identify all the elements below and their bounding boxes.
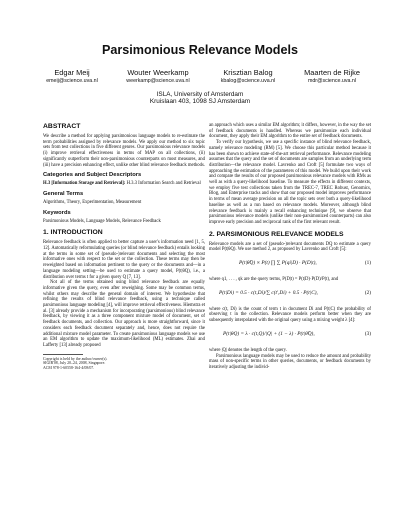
categories-bold: H.3 [Information Storage and Retrieval]: [43, 181, 126, 187]
body-paragraph: where |Q| denotes the length of the query. [209, 347, 287, 353]
copyright-footnote [43, 357, 205, 371]
equation-1 [209, 257, 371, 273]
equation-expression: P(t|θ̂Q) ∝ P(t) ∏ ∑ P(qi|D) · P(D|t), [239, 260, 317, 267]
equation-number: (3) [364, 330, 371, 337]
body-paragraph: Parsimonious language models may be used to reduce the amount and probability mass of non-specific terms in other queries, documents, or feedback documents by iteratively adjusting the individ- [209, 353, 371, 370]
author-email: emeij@science.uva.nl [46, 78, 98, 84]
equation-2 [209, 287, 371, 303]
footnote-line: ACM 978-1-60558-164-4/08/07. [43, 366, 95, 371]
keywords-text: Parsimonious Models, Language Models, Relevance Feedback [43, 218, 161, 224]
introduction-paragraph: Not all of the terms obtained using blind relevance feedback are equally informative given the query, even after reweighing. Some may be common terms, whilst others may describe the general domain of interest. We hypothesize that refining the results of blind relevance feedback, using a technique called parsimonious language modeling [4], will improve retrieval effectiveness. Hiemstra et al. [3] already provide a mechanism for incorporating (parsimonious) blind relevance feedback, by viewing it as a three component mixture model of document, set of feedback documents, and collection. Our approach is more straightforward, since it considers each feedback document separately and, hence, does not require the additional mixture model parameter. To create parsimonious language models we use an EM algorithm to update the maximum-likelihood (ML) estimates. Zhai and Lafferty [13] already proposed [43, 280, 205, 348]
section2-heading: 2. PARSIMONIOUS RELEVANCE MODELS [209, 230, 344, 238]
equation-expression: P(t|θQ) = λ · c(t,Q)/|Q| + (1 − λ) · P(t|θ̂Q), [223, 330, 315, 337]
body-paragraph: To verify our hypothesis, we use a specific instance of blind relevance feedback, namely relevance modeling (RM) [5]. We choose this particular method because it has been shown to achieve state-of-the-art retrieval performance. Relevance modeling assumes that the query and the set of documents are samples from an underlying term distribution—the relevance model. Lavrenko and Croft [5] formulate two ways of approaching the estimation of the parameters of this model. We build upon their work and compare the results of our proposed parsimonious relevance models with RMs as well as with a query-likelihood baseline. To measure the effects in different contexts, we employ five test collections taken from the TREC-7, TREC Robust, Genomics, Blog, and Enterprise tracks and show that our proposed model improves performance in terms of mean average precision on all the topic sets over both a query-likelihood baseline as well as a run based on relevance models. Moreover, although blind relevance feedback is mainly a recall enhancing technique [9], we observe that parsimonious relevance models (unlike their non-parsimonized counterparts) can also improve early precision and reciprocal rank of the first relevant result. [209, 140, 371, 225]
author-email: weerkamp@science.uva.nl [126, 78, 190, 84]
abstract-heading: ABSTRACT [43, 123, 81, 130]
equation-expression: P(t|Di) = 0.5 · c(t,Di)/∑ c(t′,Di) + 0.5 · P(t|C), [219, 289, 318, 296]
affiliation-line: Kruislaan 403, 1098 SJ Amsterdam [149, 98, 251, 106]
equation-3 [209, 328, 371, 344]
footnote-line: SIGIR'08, July 20–24, 2008, Singapore. [43, 361, 106, 366]
author-name: Edgar Meij [54, 68, 90, 77]
body-paragraph: an approach which uses a similar EM algorithm; it differs, however, in the way the set of feedback documents is handled. Whereas we parsimonize each individual document, they apply their EM algorithm to the entire set of feedback documents. [209, 123, 371, 140]
general-terms-text: Algorithms, Theory, Experimentation, Measurement [43, 199, 142, 205]
abstract-text: We describe a method for applying parsimonious language models to re-estimate the term probabilities assigned by relevance models. We apply our method to six topic sets from test collections in five different genres. Our parsimonious relevance models (i) improve retrieval effectiveness in terms of MAP on all collections, (ii) significantly outperform their non-parsimonious counterparts on most measures, and (iii) have a precision enhancing effect, unlike other blind relevance feedback methods. [43, 134, 205, 168]
keywords-heading: Keywords [43, 209, 71, 216]
author [208, 68, 288, 84]
body-paragraph: Relevance models are a set of (pseudo-)relevant documents DQ to estimate a query model P(t|θQ). We use method 2, as proposed by Lavrenko and Croft [5]: [209, 241, 371, 253]
introduction-paragraph: Relevance feedback is often applied to better capture a user's information need [1, 5, 12]. Automatically reformulating queries (or blind relevance feedback) entails looking at the terms in some set of (pseudo-)relevant documents and selecting the most informative ones with respect to the set or the collection. These terms may then be reweighted based on information pertinent to the query or the documents and—in a language modeling setting—be used to estimate a query model, P(t|θQ), i.e., a distribution over terms t for a given query Q [7, 13]. [43, 240, 205, 280]
body-paragraph: where q1, . . . , qk are the query terms, P(D|t) = P(t|D)·P(D)/P(t), and [209, 277, 339, 283]
right-column [209, 123, 371, 371]
equation-number: (2) [364, 289, 371, 296]
author [294, 68, 370, 84]
author-email: mdr@science.uva.nl [307, 78, 357, 84]
affiliation [0, 91, 400, 106]
author-name: Maarten de Rijke [304, 68, 360, 77]
general-terms-heading: General Terms [43, 190, 84, 197]
body-paragraph: where c(t, Di) is the count of term t in document Di and P(t|C) the probability of observing t in the collection. Relevance models perform better when they are subsequently interpolated with the original query using a mixing weight λ [4]: [209, 306, 371, 324]
affiliation-line: ISLA, University of Amsterdam [156, 91, 244, 98]
author-name: Krisztian Balog [223, 68, 273, 77]
paper-title: Parsimonious Relevance Models [102, 43, 298, 57]
introduction-heading: 1. INTRODUCTION [43, 229, 103, 237]
categories-heading: Categories and Subject Descriptors [43, 172, 142, 179]
footnote-rule [43, 354, 83, 355]
author [116, 68, 200, 84]
author-name: Wouter Weerkamp [127, 68, 189, 77]
categories-rest: H.3.3 Information Search and Retrieval [125, 181, 201, 187]
left-column [43, 123, 205, 371]
footnote-line: Copyright is held by the author/owner(s). [43, 356, 108, 361]
author-email: kbalog@science.uva.nl [220, 78, 276, 84]
equation-number: (1) [364, 260, 371, 267]
author [40, 68, 104, 84]
categories-text [43, 181, 205, 187]
